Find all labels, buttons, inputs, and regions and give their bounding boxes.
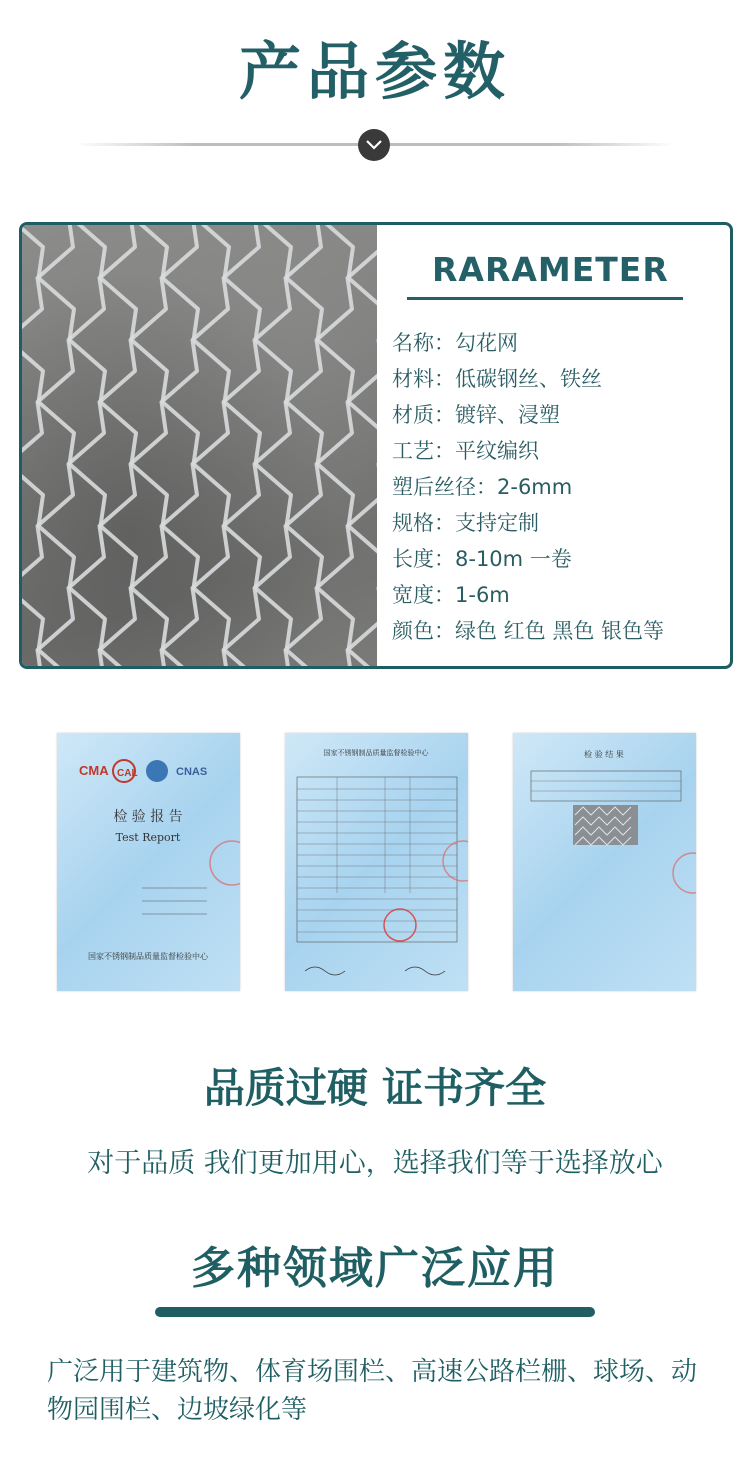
svg-text:CAL: CAL (117, 768, 138, 779)
chain-link-mesh-photo (22, 225, 377, 666)
quality-description: 对于品质 我们更加用心，选择我们等于选择放心 (87, 1148, 663, 1179)
quality-title: 品质过硬 证书齐全 (203, 1064, 547, 1112)
certificate-cover-org: 国家不锈钢制品质量监督检验中心 (88, 952, 208, 961)
chevron-down-icon (358, 129, 390, 161)
application-title-bar (155, 1307, 595, 1317)
parameter-item: 材料：低碳钢丝、铁丝 (392, 367, 602, 391)
parameter-heading: RARAMETER (432, 250, 669, 289)
parameter-item: 塑后丝径：2-6mm (392, 475, 573, 499)
parameter-item: 规格：支持定制 (392, 511, 539, 535)
parameter-item: 宽度：1-6m (392, 583, 510, 607)
certificate-cover-subtitle: Test Report (115, 831, 181, 844)
parameter-item: 材质：镀锌、浸塑 (392, 403, 560, 427)
parameter-list (392, 325, 664, 649)
application-title: 多种领域广泛应用 (191, 1243, 559, 1294)
parameter-item: 颜色：绿色 红色 黑色 银色等 (392, 619, 665, 643)
certificate-page-2 (285, 733, 468, 991)
parameter-item: 名称：勾花网 (392, 331, 518, 355)
svg-text:CNAS: CNAS (176, 766, 208, 778)
parameter-item: 工艺：平纹编织 (392, 439, 539, 463)
svg-text:CMA: CMA (79, 763, 109, 778)
certificate-cover (57, 733, 240, 991)
certificate-cover-title: 检 验 报 告 (113, 809, 183, 825)
certificate-page3-header: 检 验 结 果 (584, 750, 624, 759)
certificate-page-3 (513, 733, 696, 991)
application-description: 广泛用于建筑物、体育场围栏、高速公路栏栅、球场、动物园围栏、边坡绿化等 (47, 1357, 698, 1425)
parameter-panel (19, 222, 733, 669)
page-title: 产品参数 (238, 35, 511, 108)
certificate-page2-header: 国家不锈钢制品质量监督检验中心 (323, 749, 429, 757)
parameter-heading-underline (407, 297, 683, 300)
parameter-item: 长度：8-10m 一卷 (392, 547, 572, 571)
